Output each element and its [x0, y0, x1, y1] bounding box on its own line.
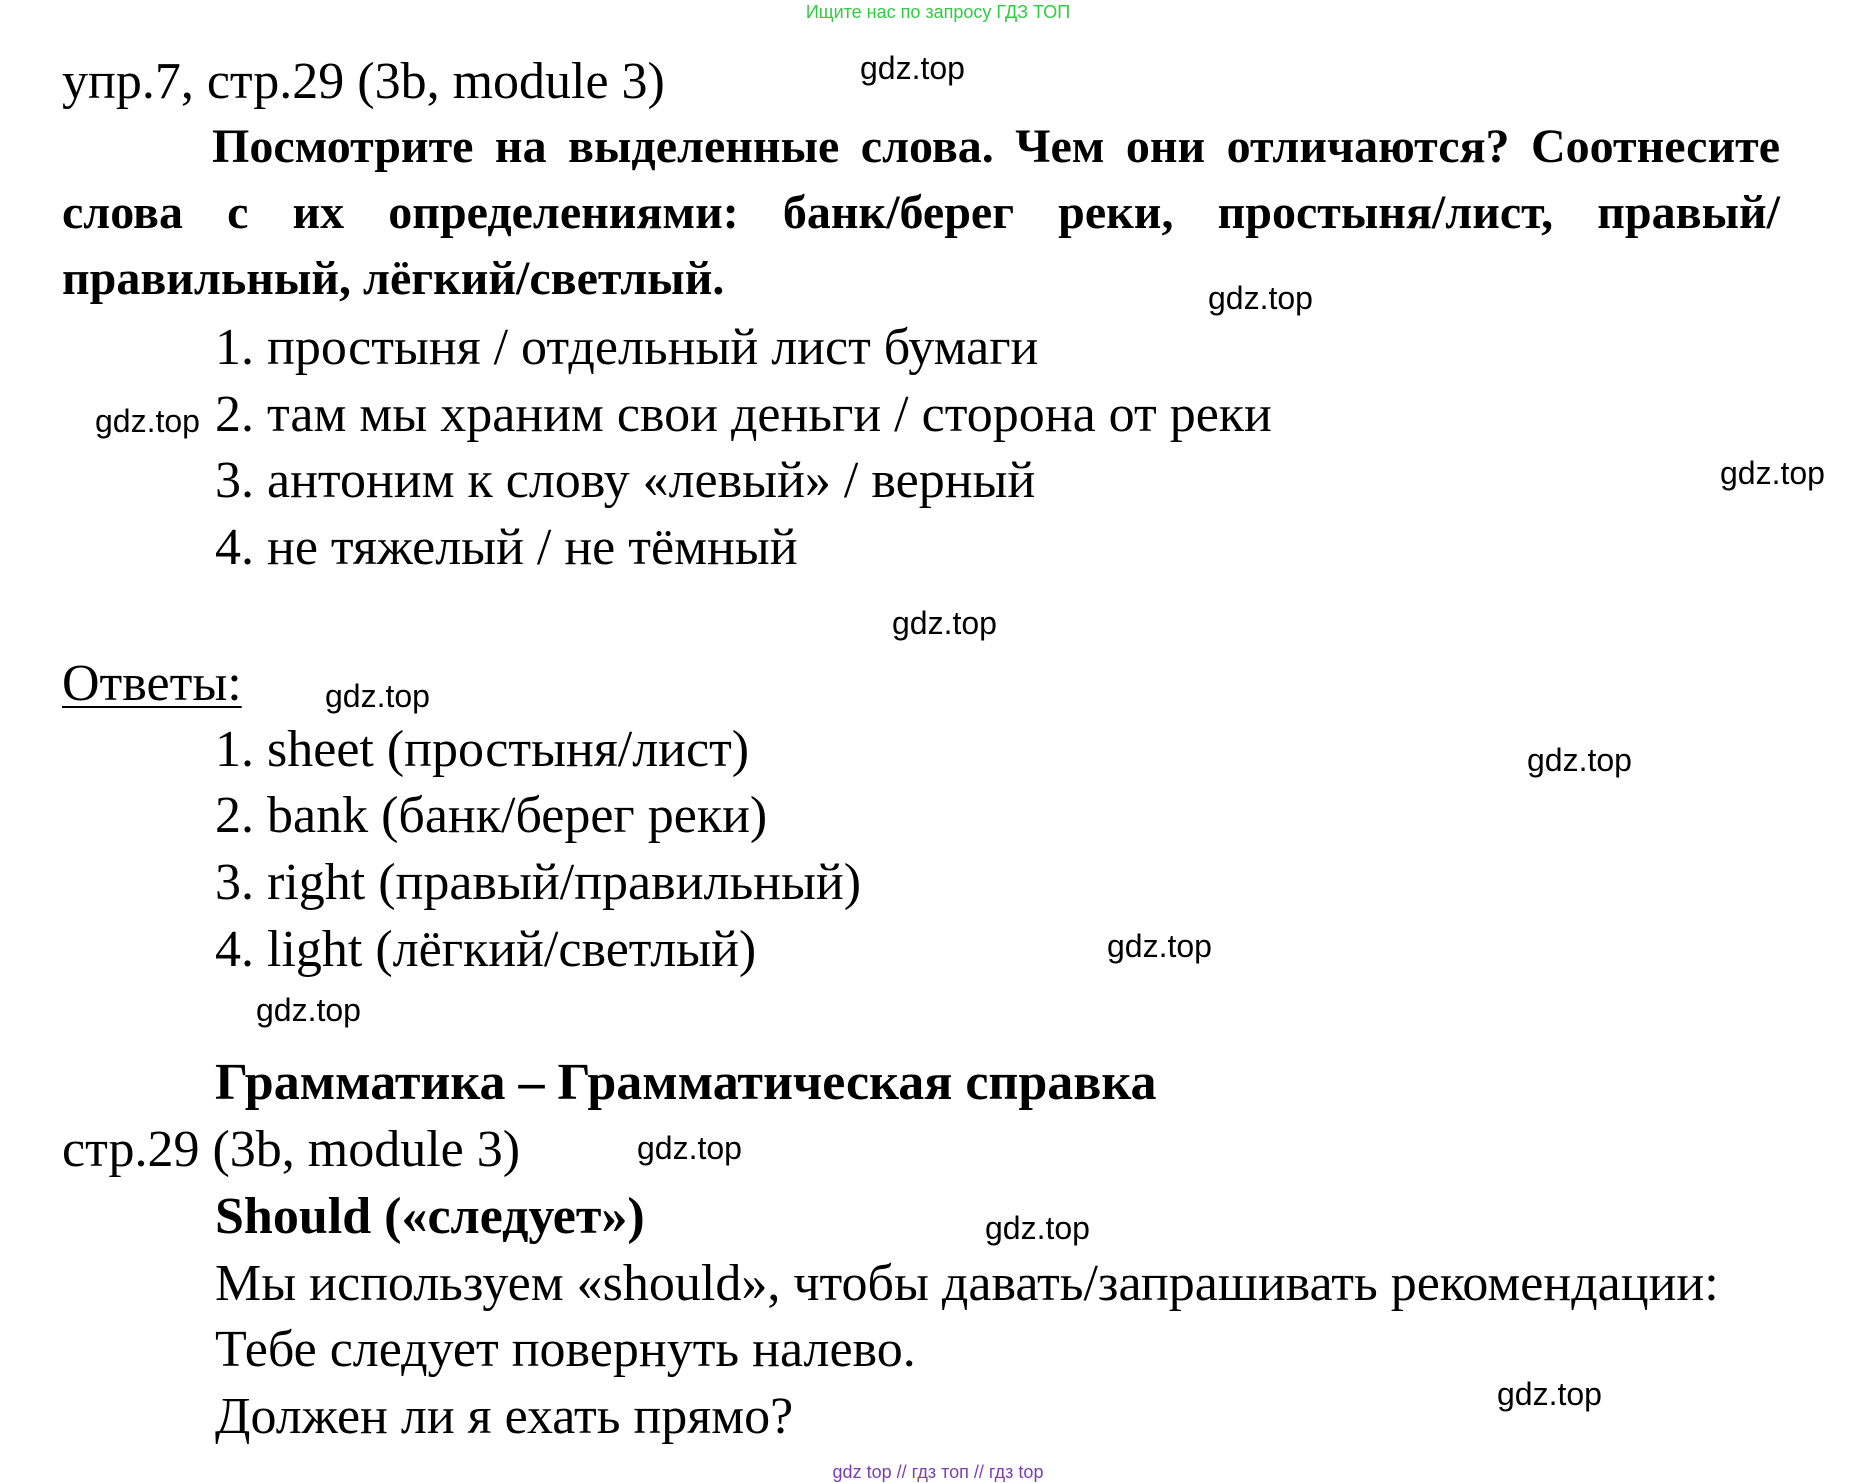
answer-item: 2. bank (банк/берег реки) [215, 787, 768, 844]
watermark: gdz.top [325, 678, 430, 714]
bottom-banner: gdz top // гдз топ // гдз top [832, 1462, 1044, 1482]
list-item: 4. не тяжелый / не тёмный [215, 519, 798, 576]
watermark: gdz.top [860, 50, 965, 86]
exercise-header: упр.7, стр.29 (3b, module 3) [62, 53, 665, 110]
answer-item: 1. sheet (простыня/лист) [215, 721, 750, 778]
top-banner: Ищите нас по запросу ГДЗ ТОП [805, 2, 1071, 22]
list-item: 1. простыня / отдельный лист бумаги [215, 319, 1039, 376]
watermark: gdz.top [1720, 455, 1825, 491]
grammar-line: Должен ли я ехать прямо? [215, 1388, 794, 1445]
answer-item: 4. light (лёгкий/светлый) [215, 921, 757, 978]
grammar-subtitle: Should («следует») [215, 1188, 645, 1245]
watermark: gdz.top [637, 1130, 742, 1166]
answers-label: Ответы: [62, 655, 242, 712]
watermark: gdz.top [892, 605, 997, 641]
grammar-title: Грамматика – Грамматическая справка [215, 1054, 1157, 1111]
watermark: gdz.top [1208, 280, 1313, 316]
watermark: gdz.top [1107, 928, 1212, 964]
watermark: gdz.top [95, 403, 200, 439]
list-item: 3. антоним к слову «левый» / верный [215, 452, 1036, 509]
answer-item: 3. right (правый/правильный) [215, 854, 862, 911]
watermark: gdz.top [1527, 742, 1632, 778]
grammar-line: Мы используем «should», чтобы давать/запрашивать рекомендации: [215, 1255, 1719, 1312]
grammar-line: Тебе следует повернуть налево. [215, 1321, 916, 1378]
list-item: 2. там мы храним свои деньги / сторона от реки [215, 386, 1272, 443]
watermark: gdz.top [1497, 1376, 1602, 1412]
watermark: gdz.top [985, 1210, 1090, 1246]
task-text: Посмотрите на выделенные слова. Чем они отличаются? Соотнесите слова с их определениями: банк/берег реки, простыня/лист, правый/правильный, лёгкий/светлый. [62, 120, 1780, 305]
grammar-ref: стр.29 (3b, module 3) [62, 1121, 521, 1178]
watermark: gdz.top [256, 992, 361, 1028]
